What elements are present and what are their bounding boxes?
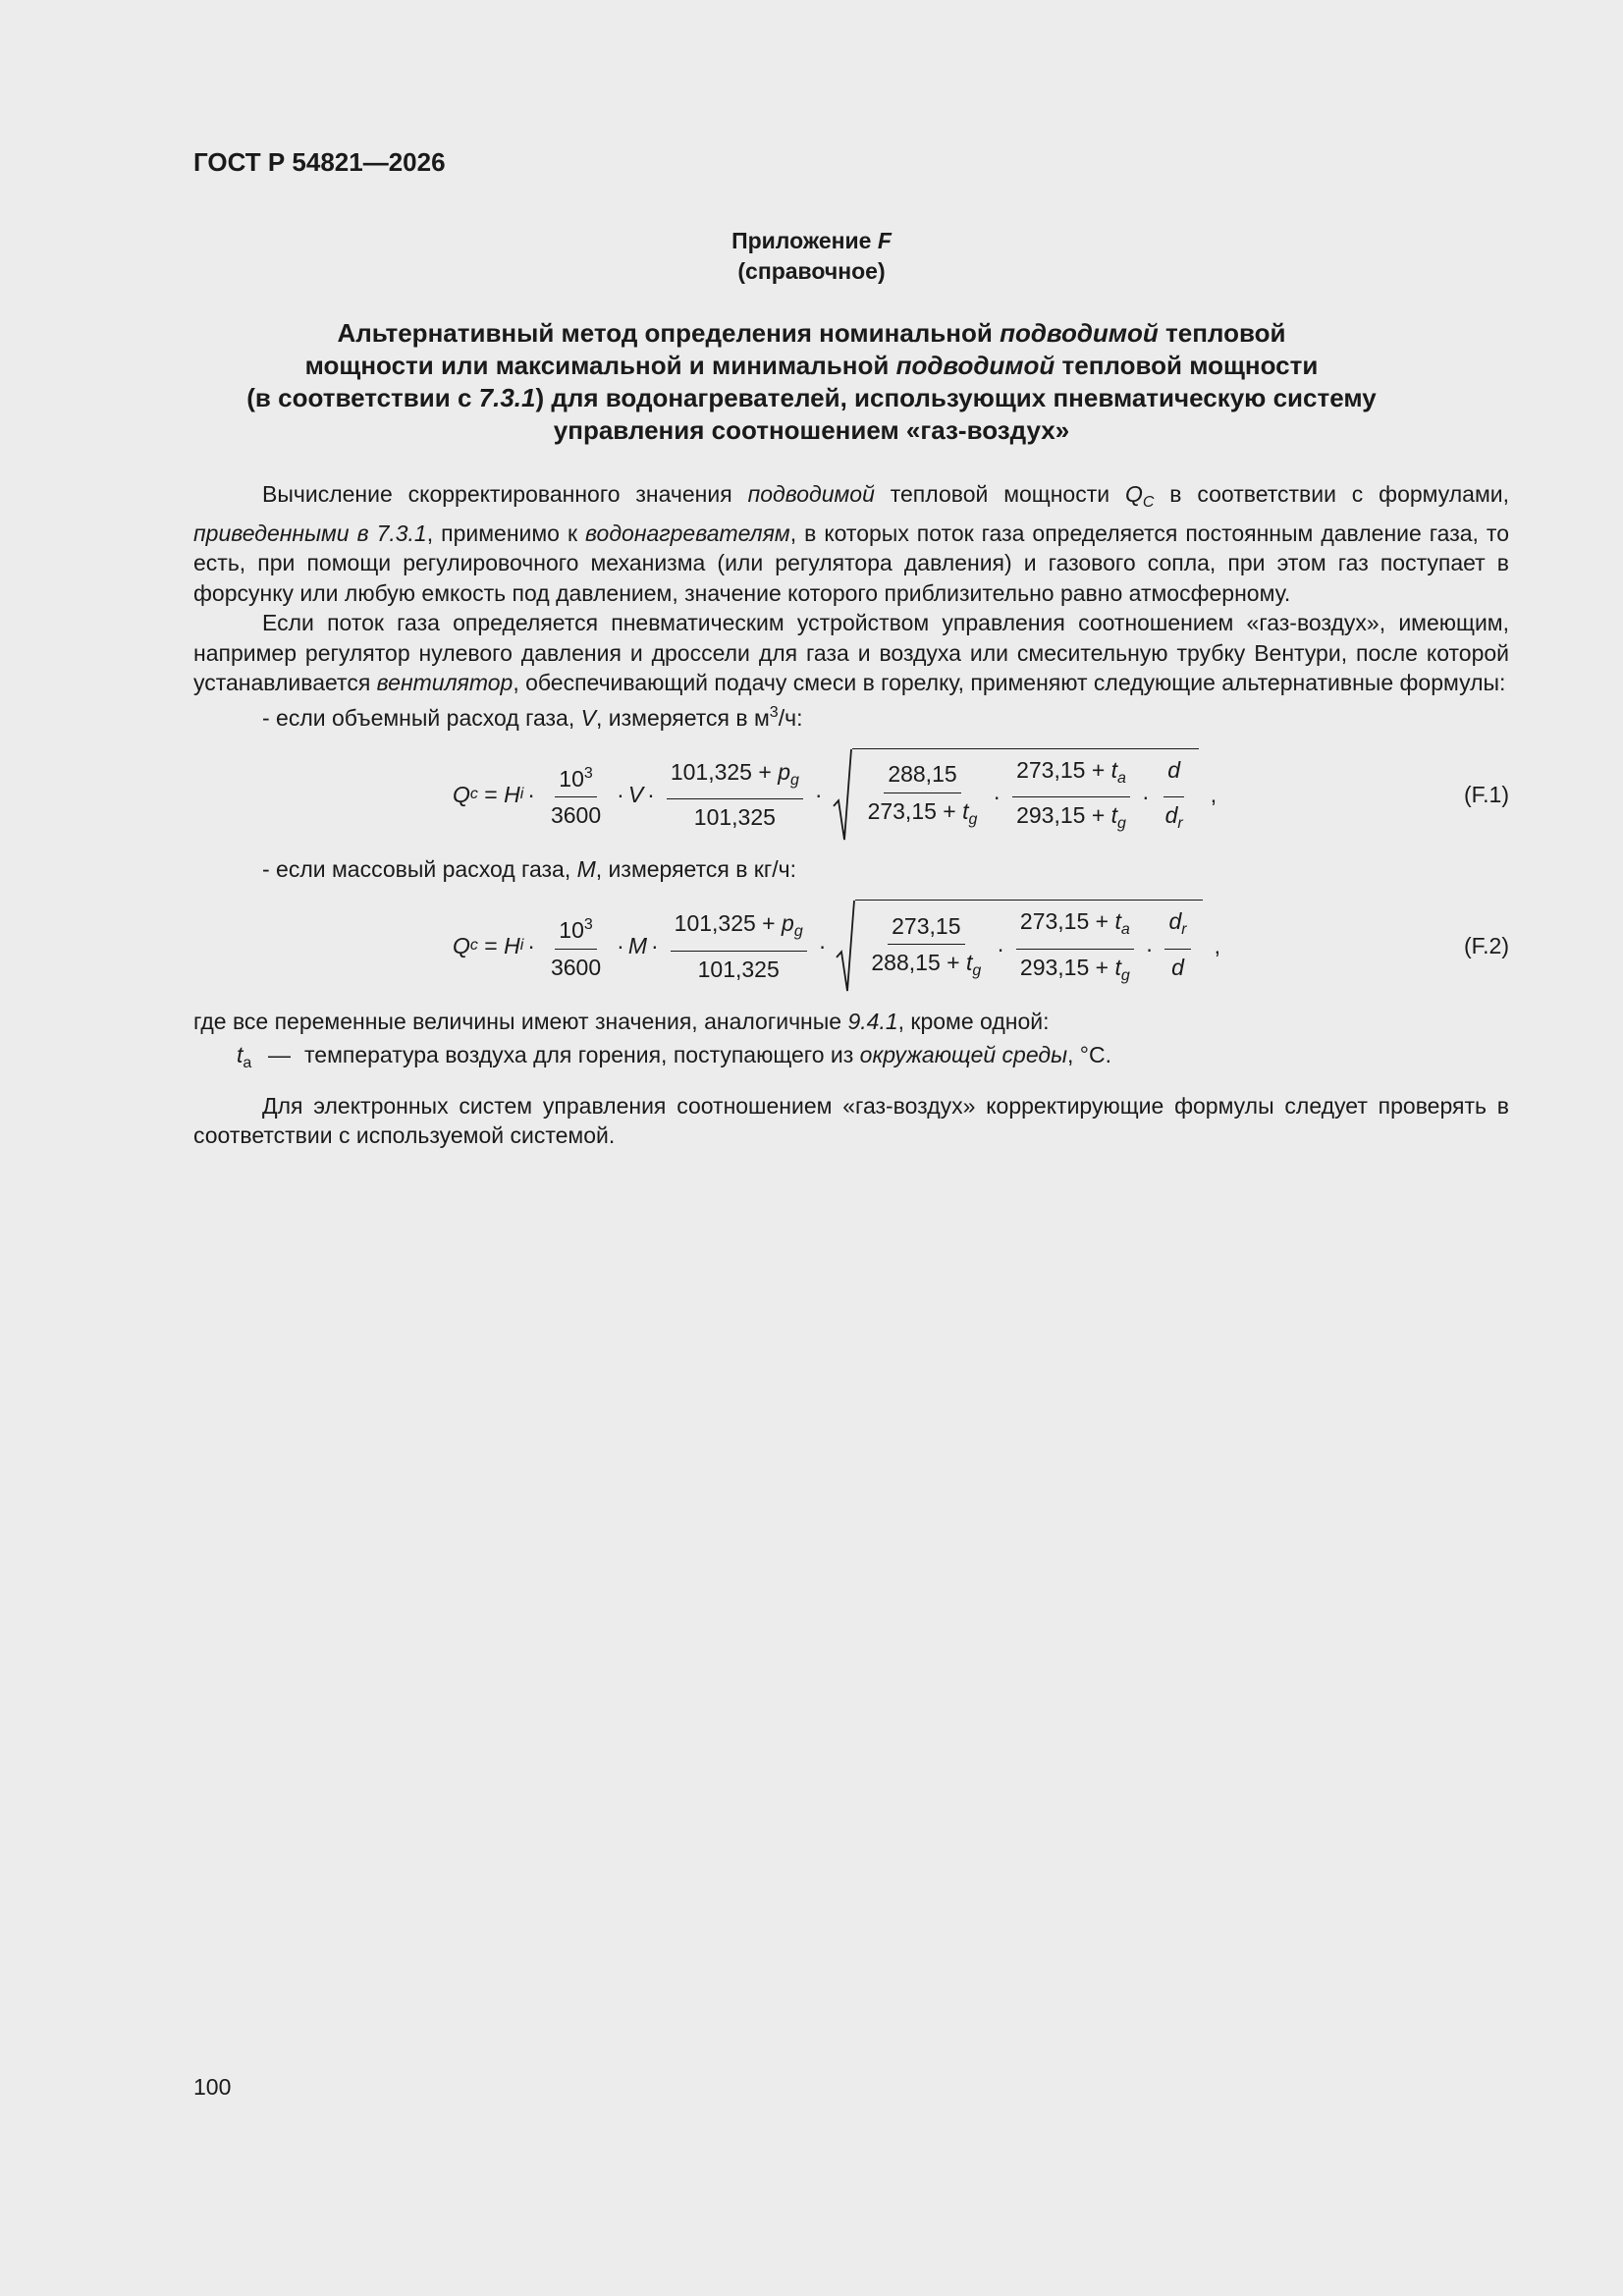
formula-f1: Q c = H i · $\frac{10^3}{3600}$ · V · $\frac{101,325 + p_g}{101,325}$ · $\frac{288,15}{273,15 + t_g}$ · $\frac{273,15 + t_a}{293,15 + t_g}$ · $\frac{d}{d_r}$ , (F.1) <box>193 740 1509 848</box>
equation-number-f1: (F.1) <box>1464 781 1509 807</box>
formula-f2: Q c = H i · $\frac{10^3}{3600}$ · M · $\frac{101,325 + p_g}{101,325}$ · $\frac{273,15}{288,15 + t_g}$ · $\frac{273,15 + t_a}{293,15 + t_g}$ · $\frac{d_r}{d}$ , (F.2) <box>193 893 1509 1001</box>
appendix-type: (справочное) <box>737 258 886 284</box>
variable-definition-ta: $t_a$ — температура воздуха для горения, поступающего из окружающей среды, °С. <box>237 1042 1111 1071</box>
appendix-label: Приложение F <box>731 228 892 253</box>
square-root: $\frac{288,15}{273,15 + t_g}$ · $\frac{273,15 + t_a}{293,15 + t_g}$ · $\frac{d}{d_r}$ <box>833 748 1199 842</box>
square-root: $\frac{273,15}{288,15 + t_g}$ · $\frac{273,15 + t_a}{293,15 + t_g}$ · $\frac{d_r}{d}$ <box>836 900 1202 993</box>
list-item-mass: - если массовый расход газа, M, измеряется в кг/ч: <box>262 856 797 882</box>
equation-number-f2: (F.2) <box>1464 933 1509 959</box>
paragraph-3: Для электронных систем управления соотношением «газ-воздух» корректирующие формулы следует проверять в соответствии с используемой системой. <box>193 1092 1509 1148</box>
appendix-title: Альтернативный метод определения номинальной подводимой тепловой мощности или максимальной и минимальной подводимой тепловой мощности (в соответствии с 7.3.1) для водонагревателей, использующих пневматическую систему управления соотношением «газ-воздух» <box>246 318 1377 445</box>
document-body <box>193 479 1509 1151</box>
list-item-volume: - если объемный расход газа, V, измеряется в $м^3/ч$: <box>262 703 803 731</box>
paragraph-2: Если поток газа определяется пневматическим устройством управления соотношением «газ-воздух», имеющим, например регулятор нулевого давления и дроссели для газа и воздуха или смесительную трубку Вентури, после которой устанавливается вентилятор, обеспечивающий подачу смеси в горелку, применяют следующие альтернативные формулы: <box>193 610 1509 695</box>
appendix-heading <box>0 226 1623 287</box>
where-clause: где все переменные величины имеют значения, аналогичные 9.4.1, кроме одной: <box>193 1008 1050 1034</box>
page-number: 100 <box>193 2074 232 2100</box>
paragraph-1: Вычисление скорректированного значения подводимой тепловой мощности $Q_C$ в соответствии с формулами, приведенными в 7.3.1, применимо к водонагревателям, в которых поток газа определяется постоянным давление газа, то есть, при помощи регулировочного механизма (или регулятора давления) и газового сопла, при этом газ поступает в форсунку или любую емкость под давлением, значение которого приблизительно равно атмосферному. <box>193 481 1510 606</box>
document-code: ГОСТ Р 54821—2026 <box>193 147 446 177</box>
